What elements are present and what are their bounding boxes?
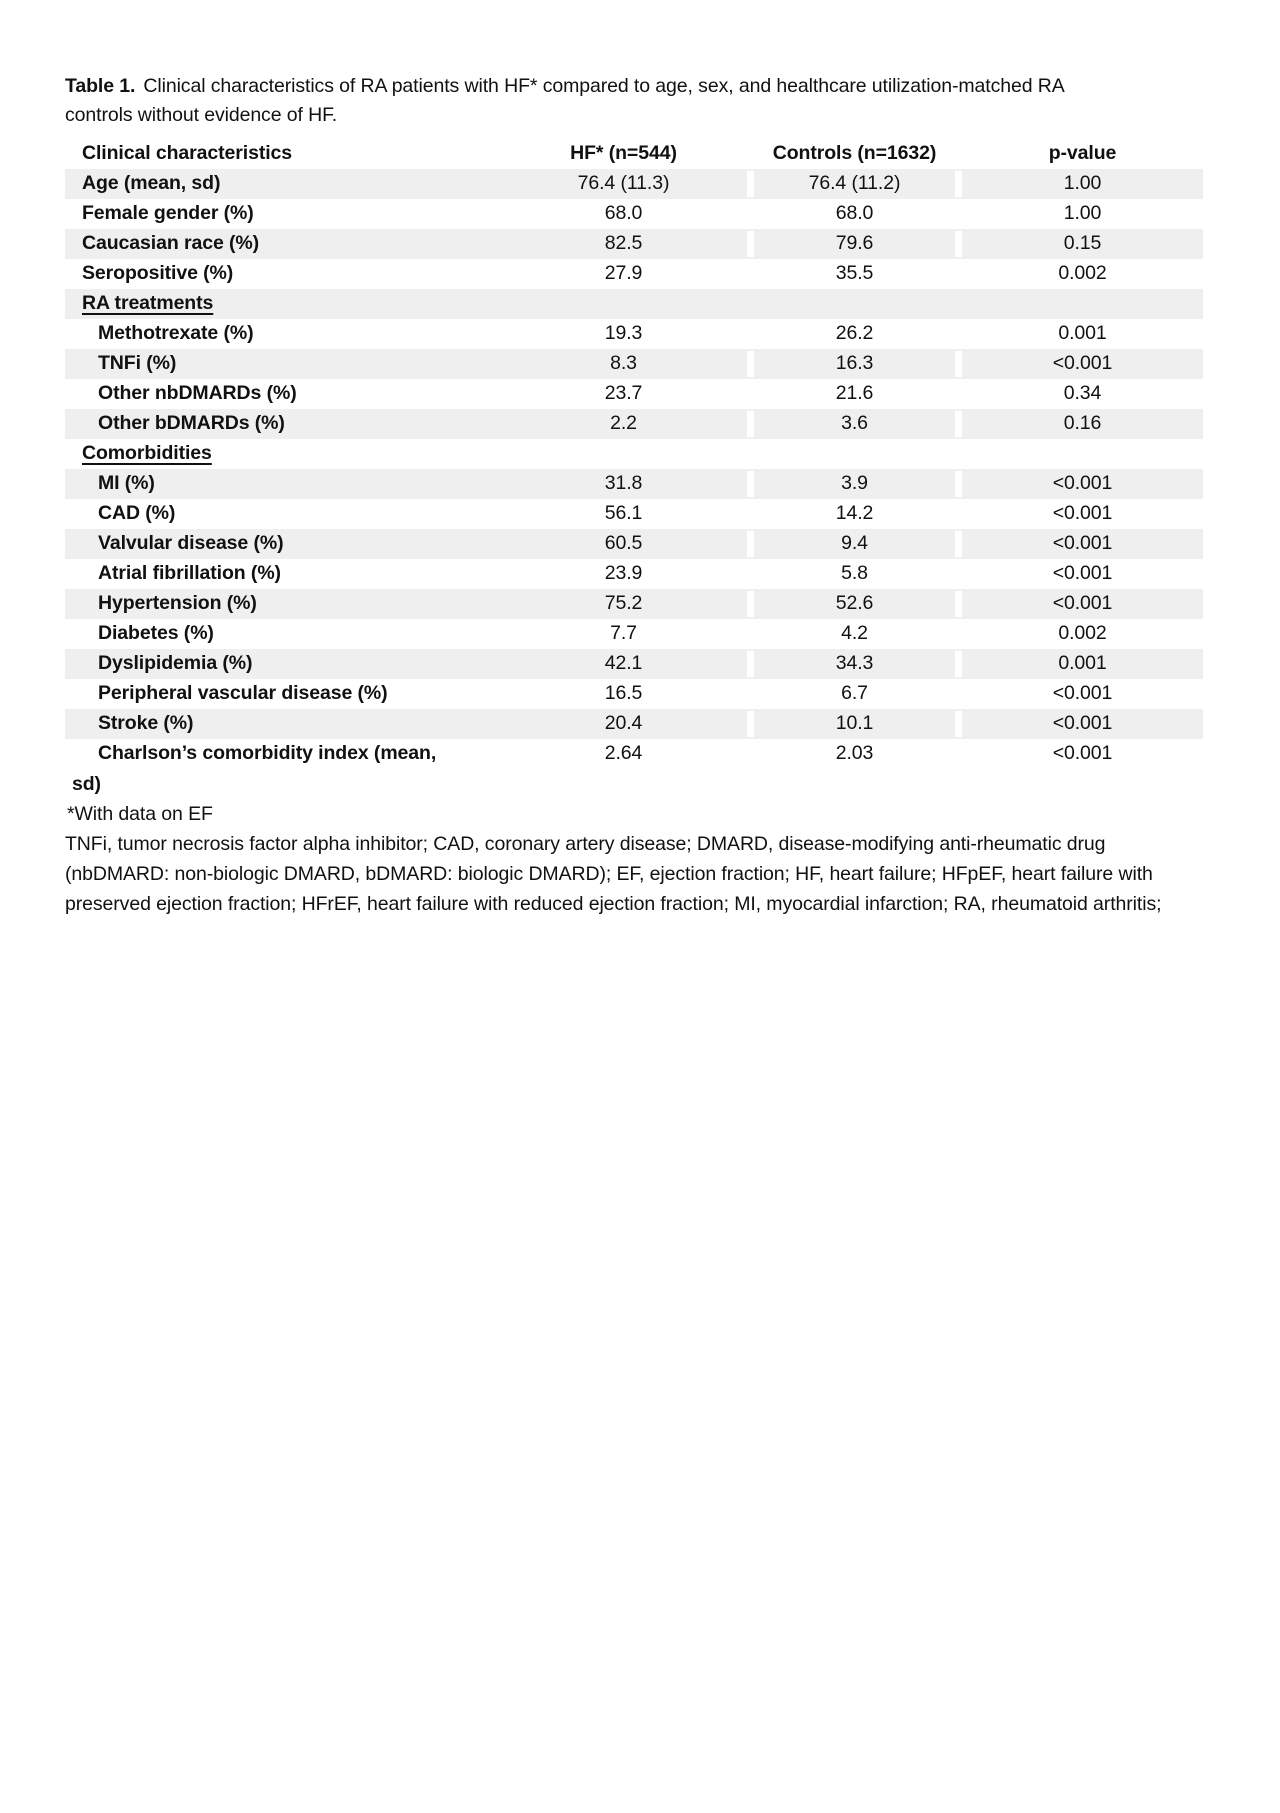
cell-controls-value: 4.2 bbox=[747, 621, 955, 647]
table-row bbox=[65, 409, 1203, 439]
cell-controls-value: 5.8 bbox=[747, 561, 955, 587]
cell-p-value: 1.00 bbox=[955, 171, 1203, 197]
cell-p-value: <0.001 bbox=[955, 501, 1203, 527]
footnote-abbreviations: TNFi, tumor necrosis factor alpha inhibitor; CAD, coronary artery disease; DMARD, disease-modifying anti-rheumatic drug (nbDMARD: non-biologic DMARD, bDMARD: biologic DMARD); EF, ejection fraction; HF, heart failure; HFpEF, heart failure with preserved ejection fraction; HFrEF, heart failure with reduced ejection fraction; MI, myocardial infarction; RA, rheumatoid arthritis; bbox=[65, 833, 1162, 915]
row-label: Caucasian race (%) bbox=[82, 232, 260, 254]
cell-p-value: 0.001 bbox=[955, 321, 1203, 347]
cell-controls-value: 6.7 bbox=[747, 681, 955, 707]
row-label: CAD (%) bbox=[98, 502, 176, 524]
cell-controls-value: 68.0 bbox=[747, 201, 955, 227]
cell-p-value: <0.001 bbox=[955, 561, 1203, 587]
column-header-p-value: p-value bbox=[1048, 142, 1117, 164]
cell-controls-value: 2.03 bbox=[747, 741, 955, 767]
cell-controls-value: 10.1 bbox=[747, 711, 955, 737]
cell-hf-value: 19.3 bbox=[604, 322, 643, 344]
cell-p-value: 0.15 bbox=[955, 231, 1203, 257]
cell-hf-value: 75.2 bbox=[604, 592, 643, 614]
table-row bbox=[65, 559, 1203, 589]
cell-controls-value: 9.4 bbox=[747, 531, 955, 557]
cell-hf-value: 2.64 bbox=[604, 742, 643, 764]
cell-controls-value: 14.2 bbox=[747, 501, 955, 527]
table-row bbox=[65, 349, 1203, 379]
table-row bbox=[65, 589, 1203, 619]
cell-hf-value: 60.5 bbox=[604, 532, 643, 554]
row-label: Other nbDMARDs (%) bbox=[98, 382, 297, 404]
row-label: MI (%) bbox=[98, 472, 155, 494]
table-row bbox=[65, 679, 1203, 709]
table-body bbox=[65, 169, 1203, 769]
cell-hf-value: 56.1 bbox=[604, 502, 643, 524]
cell-controls-value: 34.3 bbox=[747, 651, 955, 677]
table-header-row bbox=[65, 139, 1203, 169]
cell-p-value: <0.001 bbox=[955, 741, 1203, 767]
row-label: Valvular disease (%) bbox=[98, 532, 284, 554]
cell-hf-value: 16.5 bbox=[604, 682, 643, 704]
table-caption bbox=[65, 72, 1085, 130]
row-label: Charlson’s comorbidity index (mean, bbox=[98, 742, 437, 764]
row-label: Dyslipidemia (%) bbox=[98, 652, 253, 674]
table-row bbox=[65, 229, 1203, 259]
cell-p-value: 0.001 bbox=[955, 651, 1203, 677]
table-row bbox=[65, 709, 1203, 739]
cell-p-value: <0.001 bbox=[955, 711, 1203, 737]
cell-p-value: <0.001 bbox=[955, 591, 1203, 617]
table-row bbox=[65, 649, 1203, 679]
row-label: Hypertension (%) bbox=[98, 592, 257, 614]
cell-controls-value: 3.6 bbox=[747, 411, 955, 437]
row-label: Peripheral vascular disease (%) bbox=[98, 682, 388, 704]
cell-controls-value: 79.6 bbox=[747, 231, 955, 257]
cell-controls-value: 35.5 bbox=[747, 261, 955, 287]
table-row bbox=[65, 739, 1203, 769]
cell-hf-value: 20.4 bbox=[604, 712, 643, 734]
row-label: Atrial fibrillation (%) bbox=[98, 562, 281, 584]
column-header-controls-group: Controls (n=1632) bbox=[772, 142, 937, 164]
table-row bbox=[65, 319, 1203, 349]
table-row bbox=[65, 169, 1203, 199]
row-label: Seropositive (%) bbox=[82, 262, 234, 284]
table-row bbox=[65, 529, 1203, 559]
table-caption-text: Clinical characteristics of RA patients with HF* compared to age, sex, and healthcare utilization-matched RA controls without evidence of HF. bbox=[65, 75, 1064, 126]
cell-controls-value: 26.2 bbox=[747, 321, 955, 347]
cell-controls-value: 3.9 bbox=[747, 471, 955, 497]
section-label: Comorbidities bbox=[82, 442, 212, 464]
row-label: TNFi (%) bbox=[98, 352, 177, 374]
table-row bbox=[65, 469, 1203, 499]
cell-hf-value: 31.8 bbox=[604, 472, 643, 494]
table-row bbox=[65, 199, 1203, 229]
cell-hf-value: 42.1 bbox=[604, 652, 643, 674]
charlson-label-continuation: sd) bbox=[72, 773, 101, 795]
table-row bbox=[65, 499, 1203, 529]
cell-hf-value: 7.7 bbox=[610, 622, 637, 644]
cell-p-value: 0.34 bbox=[955, 381, 1203, 407]
cell-p-value: 1.00 bbox=[955, 201, 1203, 227]
cell-p-value: <0.001 bbox=[955, 471, 1203, 497]
row-label: Stroke (%) bbox=[98, 712, 194, 734]
table-number: Table 1. bbox=[65, 75, 136, 97]
row-label: Female gender (%) bbox=[82, 202, 254, 224]
cell-controls-value: 16.3 bbox=[747, 351, 955, 377]
cell-p-value: 0.002 bbox=[955, 261, 1203, 287]
table-row bbox=[65, 379, 1203, 409]
row-label: Other bDMARDs (%) bbox=[98, 412, 285, 434]
cell-p-value: <0.001 bbox=[955, 681, 1203, 707]
cell-p-value: <0.001 bbox=[955, 351, 1203, 377]
table-row bbox=[65, 619, 1203, 649]
cell-controls-value: 21.6 bbox=[747, 381, 955, 407]
cell-controls-value: 52.6 bbox=[747, 591, 955, 617]
row-label: Methotrexate (%) bbox=[98, 322, 254, 344]
clinical-characteristics-table bbox=[65, 139, 1203, 769]
cell-hf-value: 82.5 bbox=[604, 232, 643, 254]
section-row bbox=[65, 439, 1203, 469]
cell-hf-value: 8.3 bbox=[610, 352, 637, 374]
cell-hf-value: 68.0 bbox=[604, 202, 643, 224]
cell-p-value: 0.002 bbox=[955, 621, 1203, 647]
document-page bbox=[65, 72, 1205, 919]
cell-controls-value: 76.4 (11.2) bbox=[747, 171, 955, 197]
column-header-hf-group: HF* (n=544) bbox=[570, 142, 677, 164]
cell-hf-value: 23.7 bbox=[604, 382, 643, 404]
cell-hf-value: 2.2 bbox=[610, 412, 637, 434]
footnote-ef: *With data on EF bbox=[67, 803, 213, 825]
cell-hf-value: 76.4 (11.3) bbox=[577, 172, 670, 194]
cell-hf-value: 23.9 bbox=[604, 562, 643, 584]
cell-p-value: 0.16 bbox=[955, 411, 1203, 437]
column-header-clinical-characteristics: Clinical characteristics bbox=[82, 142, 293, 164]
cell-p-value: <0.001 bbox=[955, 531, 1203, 557]
section-row bbox=[65, 289, 1203, 319]
cell-hf-value: 27.9 bbox=[604, 262, 643, 284]
row-label: Diabetes (%) bbox=[98, 622, 214, 644]
row-label: Age (mean, sd) bbox=[82, 172, 221, 194]
table-row bbox=[65, 259, 1203, 289]
section-label: RA treatments bbox=[82, 292, 214, 314]
